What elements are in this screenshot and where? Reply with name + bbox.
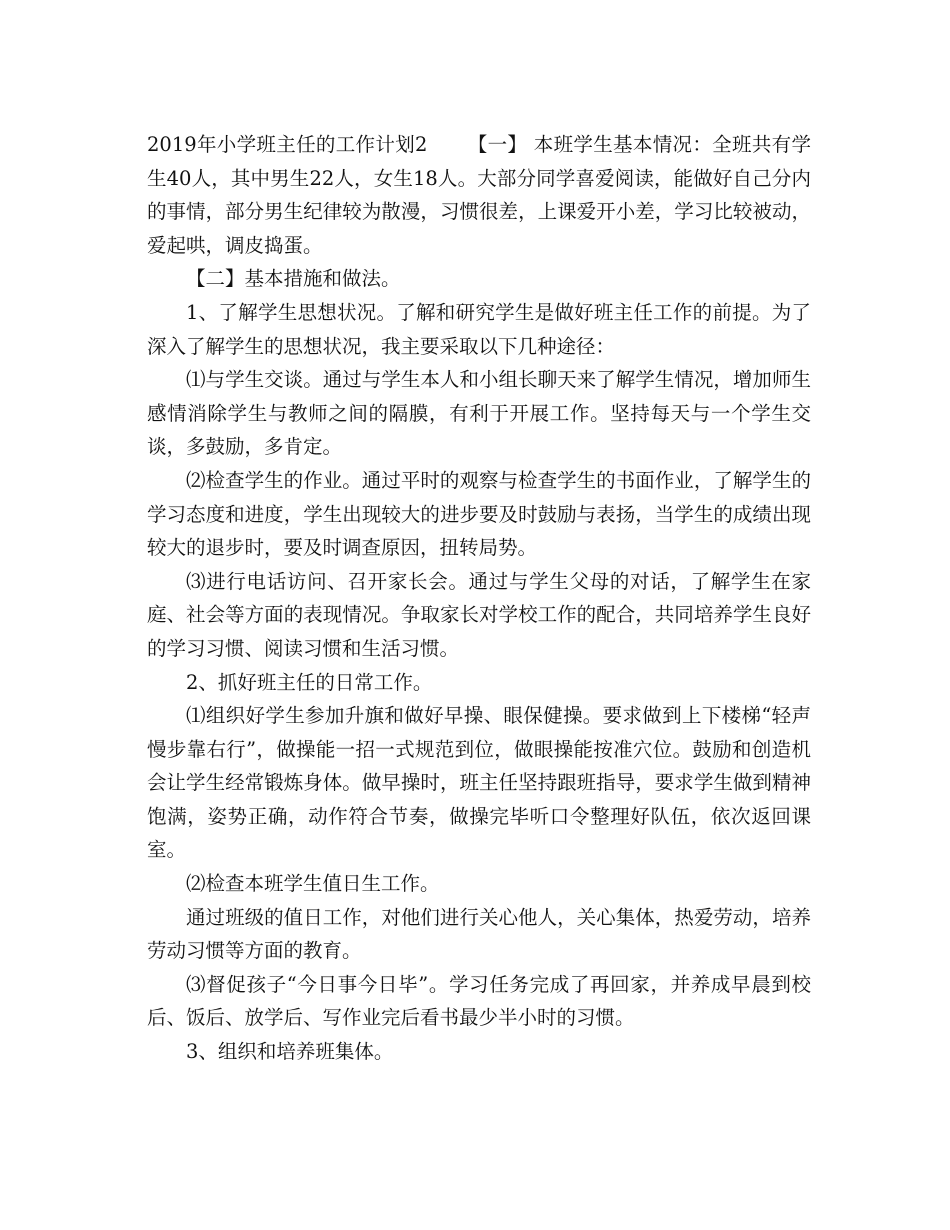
document-title: 2019年小学班主任的工作计划2 [147,133,428,156]
paragraph-subitem-2-1: ⑴组织好学生参加升旗和做好早操、眼保健操。要求做到上下楼梯“轻声慢步靠右行”，做操能一招一式规范到位，做眼操能按准穴位。鼓励和创造机会让学生经常锻炼身体。做早操时，班主任坚持跟班指导，要求学生做到精神饱满，姿势正确，动作符合节奏，做操完毕听口令整理好队伍，依次返回课室。 [147,704,811,862]
section-heading-2: 【二】基本措施和做法。 [186,267,401,291]
paragraph-item-3: 3、组织和培养班集体。 [186,1040,394,1064]
paragraph-subitem-1-3: ⑶进行电话访问、召开家长会。通过与学生父母的对话，了解学生在家庭、社会等方面的表现情况。争取家长对学校工作的配合，共同培养学生良好的学习习惯、阅读习惯和生活习惯。 [147,569,811,660]
paragraph-subitem-2-3: ⑶督促孩子“今日事今日毕”。学习任务完成了再回家，并养成早晨到校后、饭后、放学后、写作业完后看书最少半小时的习惯。 [147,972,811,1030]
intro-text: 【一】 本班学生基本情况：全班共有学生40人，其中男生22人，女生18人。大部分同学喜爱阅读，能做好自己分内的事情，部分男生纪律较为散漫，习惯很差，上课爱开小差，学习比较被动，爱起哄，调皮捣蛋。 [147,133,811,257]
document-body [147,128,811,1069]
paragraph-subitem-1-2: ⑵检查学生的作业。通过平时的观察与检查学生的书面作业，了解学生的学习态度和进度，学生出现较大的进步要及时鼓励与表扬，当学生的成绩出现较大的退步时，要及时调查原因，扭转局势。 [147,468,811,560]
paragraph-item-2: 2、抓好班主任的日常工作。 [186,670,433,694]
paragraph-duty-text: 通过班级的值日工作，对他们进行关心他人，关心集体，热爱劳动，培养劳动习惯等方面的教育。 [147,905,811,963]
intro-paragraph [147,128,811,262]
paragraph-subitem-1-1: ⑴与学生交谈。通过与学生本人和小组长聊天来了解学生情况，增加师生感情消除学生与教师之间的隔膜，有利于开展工作。坚持每天与一个学生交谈，多鼓励，多肯定。 [147,368,811,459]
paragraph-subitem-2-2: ⑵检查本班学生值日生工作。 [186,872,440,896]
paragraph-item-1: 1、了解学生思想状况。了解和研究学生是做好班主任工作的前提。为了深入了解学生的思想状况，我主要采取以下几种途径： [147,300,811,358]
